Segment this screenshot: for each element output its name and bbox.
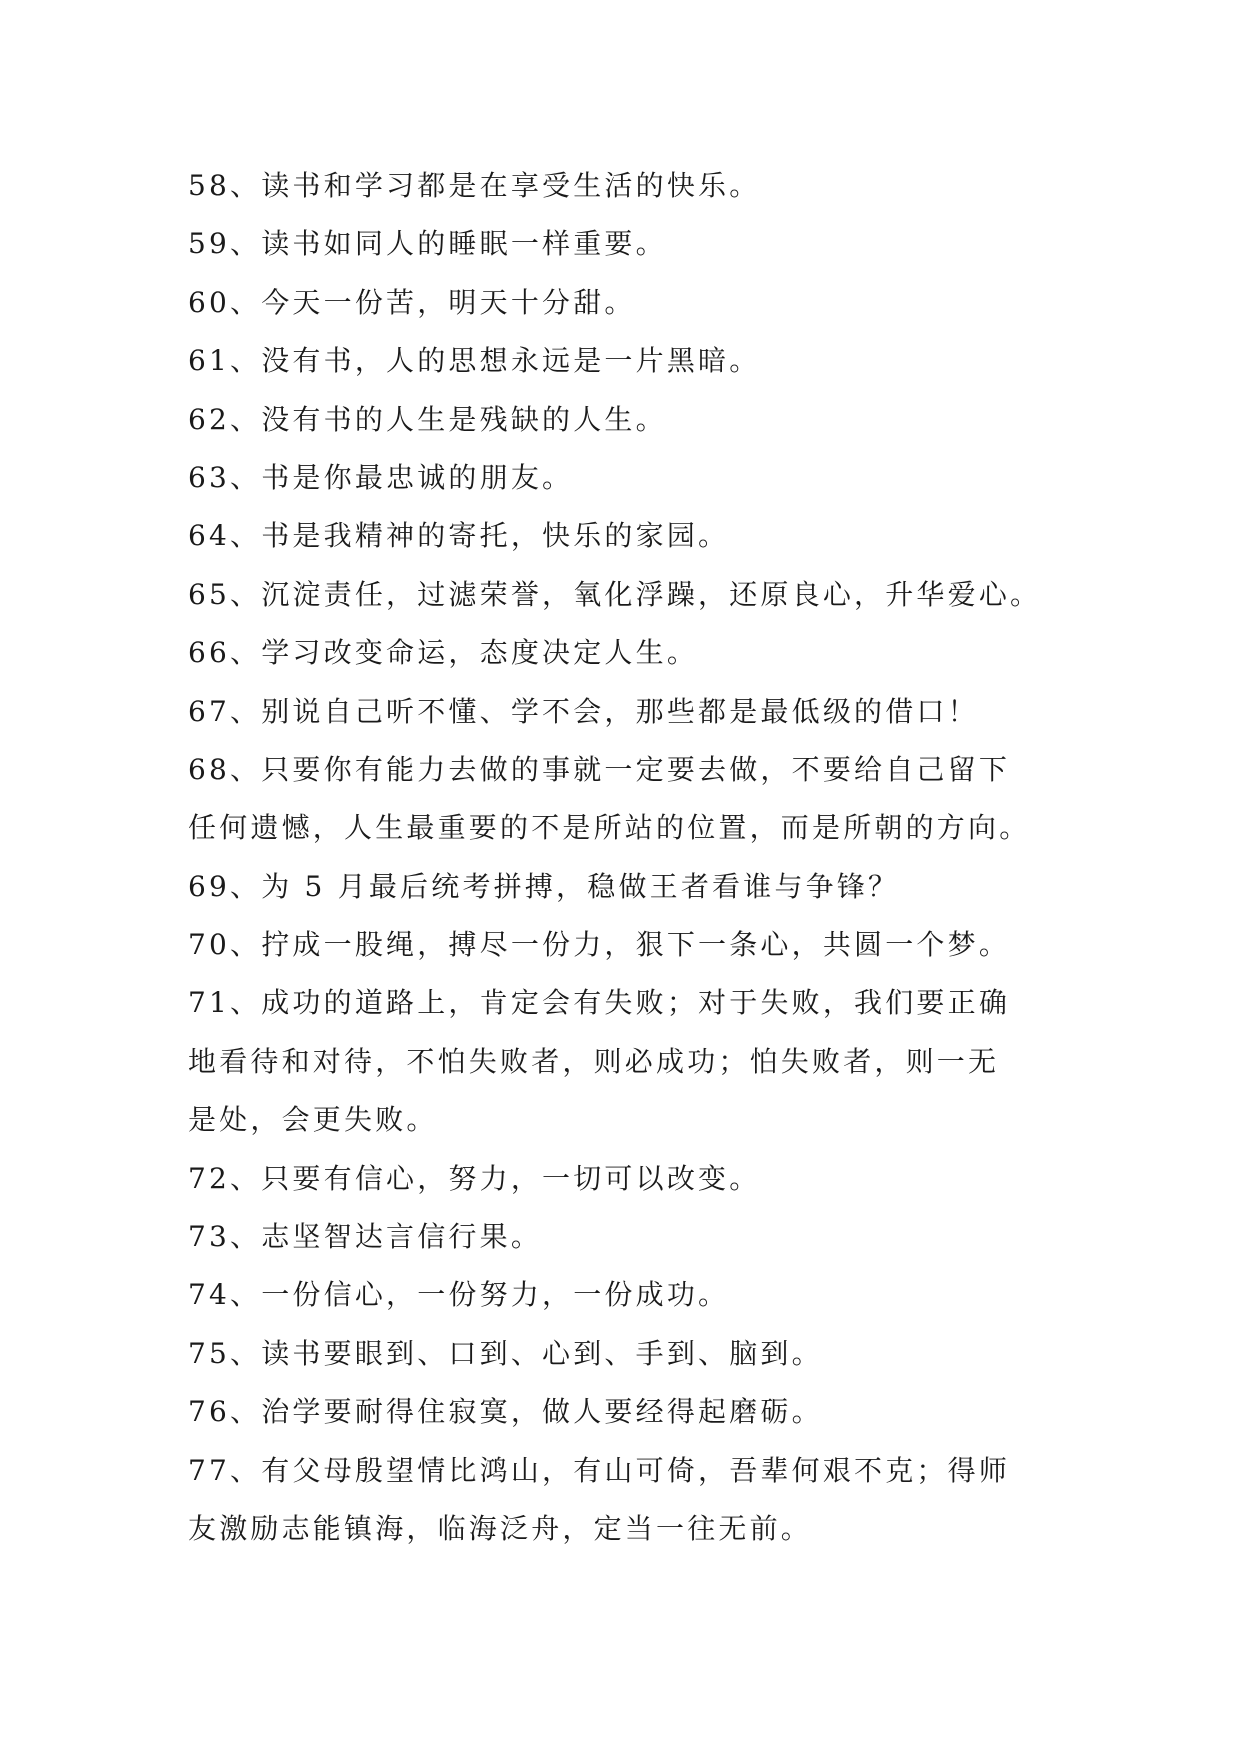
text-line: 70、拧成一股绳，搏尽一份力，狠下一条心，共圆一个梦。 bbox=[188, 928, 1011, 962]
text-line: 74、一份信心，一份努力，一份成功。 bbox=[188, 1278, 730, 1312]
text-line: 67、别说自己听不懂、学不会，那些都是最低级的借口！ bbox=[188, 694, 979, 728]
text-line: 69、为 5 月最后统考拼搏，稳做王者看谁与争锋？ bbox=[188, 869, 900, 903]
text-line: 任何遗憾，人生最重要的不是所站的位置，而是所朝的方向。 bbox=[188, 811, 1031, 845]
text-line: 地看待和对待，不怕失败者，则必成功；怕失败者，则一无 bbox=[188, 1044, 1000, 1078]
text-line: 60、今天一份苦，明天十分甜。 bbox=[188, 285, 636, 319]
text-line: 59、读书如同人的睡眠一样重要。 bbox=[188, 227, 667, 261]
text-line: 73、志坚智达言信行果。 bbox=[188, 1220, 543, 1254]
text-line: 61、没有书，人的思想永远是一片黑暗。 bbox=[188, 344, 761, 378]
text-line: 友激励志能镇海，临海泛舟，定当一往无前。 bbox=[188, 1511, 813, 1545]
text-line: 68、只要你有能力去做的事就一定要去做，不要给自己留下 bbox=[188, 752, 1011, 786]
text-line: 71、成功的道路上，肯定会有失败；对于失败，我们要正确 bbox=[188, 986, 1011, 1020]
text-line: 77、有父母殷望情比鸿山，有山可倚，吾辈何艰不克；得师 bbox=[188, 1453, 1011, 1487]
text-line: 63、书是你最忠诚的朋友。 bbox=[188, 460, 574, 494]
text-line: 65、沉淀责任，过滤荣誉，氧化浮躁，还原良心，升华爱心。 bbox=[188, 577, 1042, 611]
text-line: 75、读书要眼到、口到、心到、手到、脑到。 bbox=[188, 1336, 823, 1370]
text-line: 62、没有书的人生是残缺的人生。 bbox=[188, 402, 667, 436]
document-body bbox=[188, 157, 1108, 1558]
text-line: 76、治学要耐得住寂寞，做人要经得起磨砺。 bbox=[188, 1395, 823, 1429]
text-line: 58、读书和学习都是在享受生活的快乐。 bbox=[188, 169, 761, 202]
text-line: 66、学习改变命运，态度决定人生。 bbox=[188, 636, 699, 670]
text-line: 72、只要有信心，努力，一切可以改变。 bbox=[188, 1161, 761, 1195]
text-line: 是处，会更失败。 bbox=[188, 1103, 438, 1137]
text-line: 64、书是我精神的寄托，快乐的家园。 bbox=[188, 519, 730, 553]
